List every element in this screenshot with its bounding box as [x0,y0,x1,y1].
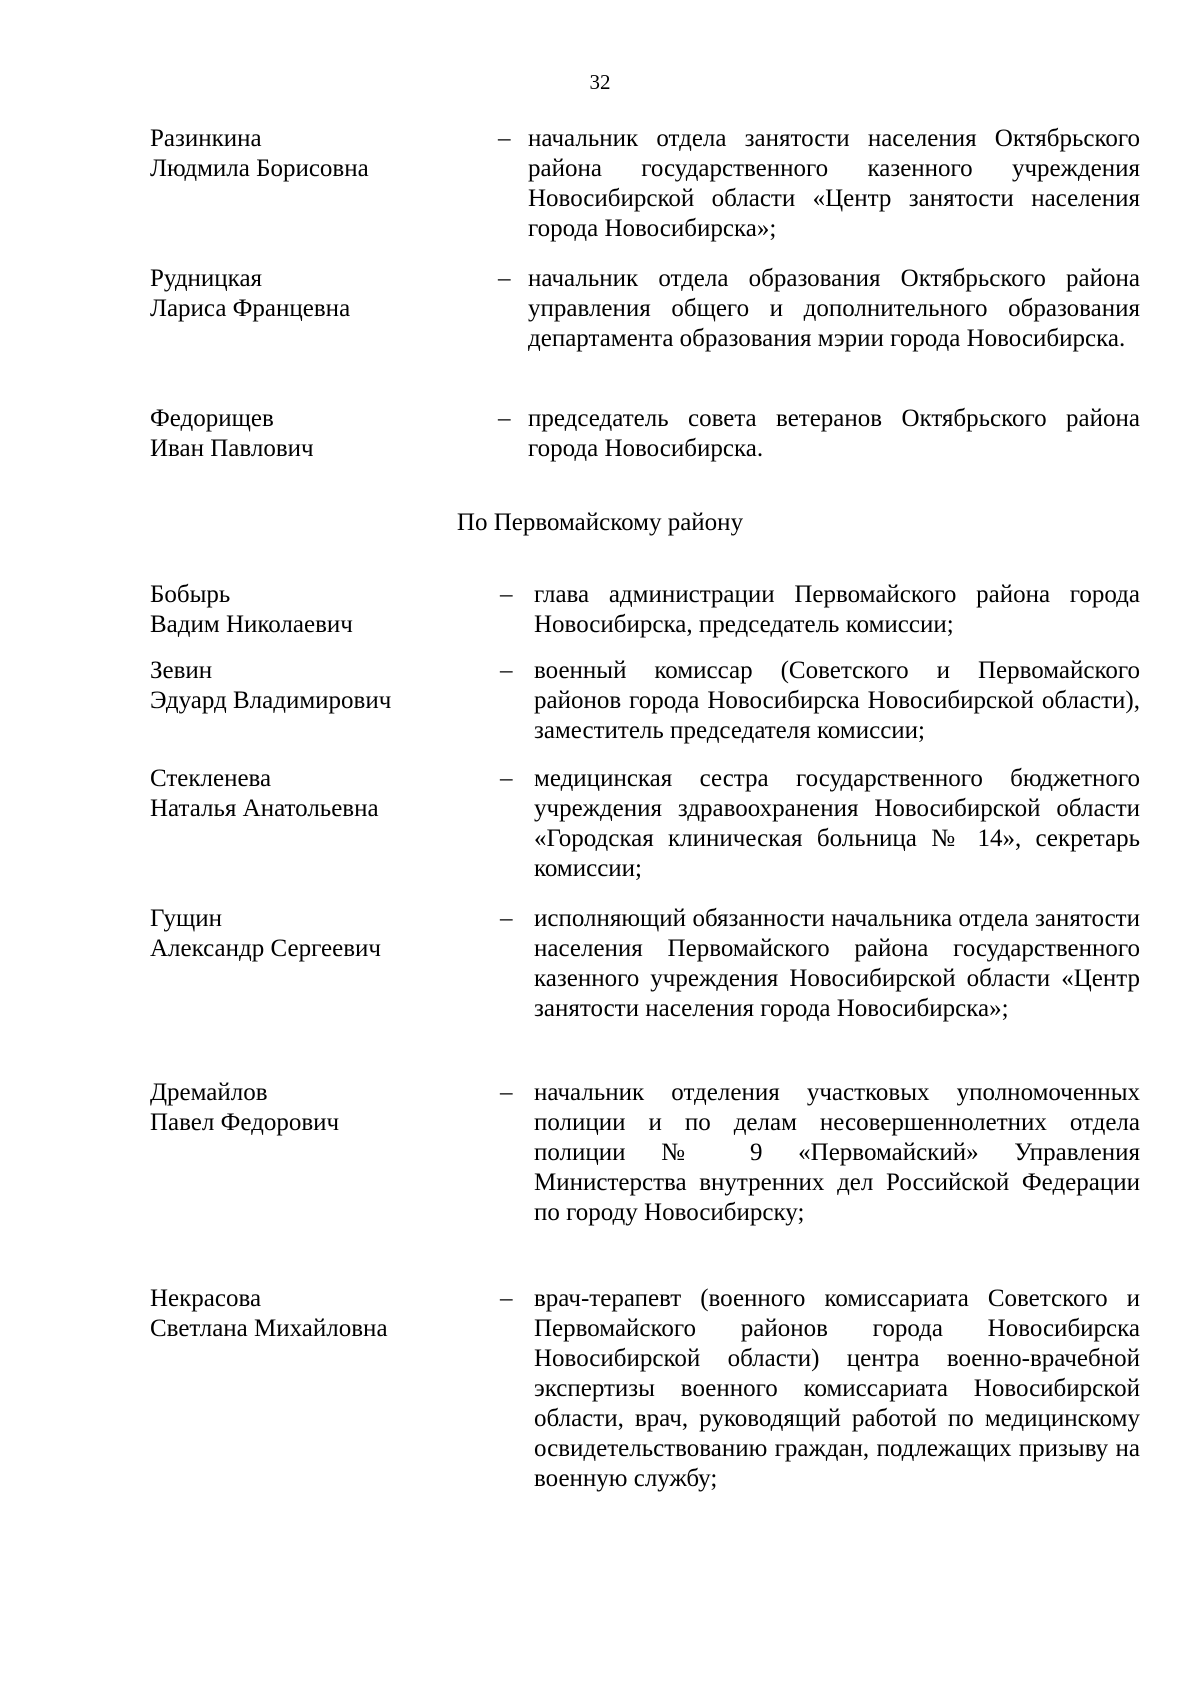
dash-separator: – [500,581,513,608]
member-position: начальник отделения участковых уполномоченных полиции и по делам несовершеннолетних отдела полиции № 9 «Первомайский» Управления Министерства внутренних дел Российской Федерации по городу Новосибирску; [534,1079,1140,1226]
member-name [150,1078,480,1138]
member-surname: Некрасова [150,1285,262,1312]
dash-separator: – [500,905,513,932]
member-surname: Стекленева [150,765,272,792]
member-position: военный комиссар (Советского и Первомайского районов города Новосибирска Новосибирской области), заместитель председателя комиссии; [534,657,1140,744]
member-name [150,1284,480,1344]
member-name [150,764,480,824]
member-name [150,124,480,184]
member-position: председатель совета ветеранов Октябрьского района города Новосибирска. [528,405,1140,462]
member-given-name: Эдуард Владимирович [150,687,392,714]
member-position: начальник отдела образования Октябрьского района управления общего и дополнительного образования департамента образования мэрии города Новосибирска. [528,265,1140,352]
dash-separator: – [498,405,511,432]
member-given-name: Павел Федорович [150,1109,340,1136]
member-given-name: Людмила Борисовна [150,155,369,182]
member-name [150,580,480,640]
member-name [150,404,480,464]
member-given-name: Лариса Францевна [150,295,351,322]
member-position: врач-терапевт (военного комиссариата Советского и Первомайского районов города Новосибирска Новосибирской области) центра военно-врачебной экспертизы военного комиссариата Новосибирской области, врач, руководящий работой по медицинскому освидетельствованию граждан, подлежащих призыву на военную службу; [534,1285,1140,1492]
member-given-name: Вадим Николаевич [150,611,353,638]
page-number: 32 [589,70,611,94]
member-surname: Гущин [150,905,223,932]
member-given-name: Наталья Анатольевна [150,795,379,822]
member-surname: Разинкина [150,125,262,152]
dash-separator: – [498,265,511,292]
member-surname: Дремайлов [150,1079,268,1106]
dash-separator: – [500,657,513,684]
dash-separator: – [500,1285,513,1312]
member-given-name: Иван Павлович [150,435,314,462]
section-title: По Первомайскому району [456,509,744,536]
member-given-name: Светлана Михайловна [150,1315,388,1342]
member-surname: Бобырь [150,581,231,608]
member-name [150,264,480,324]
member-name [150,656,480,716]
member-position: глава администрации Первомайского района города Новосибирска, председатель комиссии; [534,581,1140,638]
member-name [150,904,480,964]
member-surname: Федорищев [150,405,274,432]
dash-separator: – [498,125,511,152]
member-position: медицинская сестра государственного бюджетного учреждения здравоохранения Новосибирской области «Городская клиническая больница № 14», секретарь комиссии; [534,765,1140,882]
member-surname: Рудницкая [150,265,263,292]
member-position: начальник отдела занятости населения Октябрьского района государственного казенного учреждения Новосибирской области «Центр занятости населения города Новосибирска»; [528,125,1140,242]
member-surname: Зевин [150,657,213,684]
member-given-name: Александр Сергеевич [150,935,381,962]
dash-separator: – [500,765,513,792]
dash-separator: – [500,1079,513,1106]
member-position: исполняющий обязанности начальника отдела занятости населения Первомайского района государственного казенного учреждения Новосибирской области «Центр занятости населения города Новосибирска»; [534,905,1140,1022]
